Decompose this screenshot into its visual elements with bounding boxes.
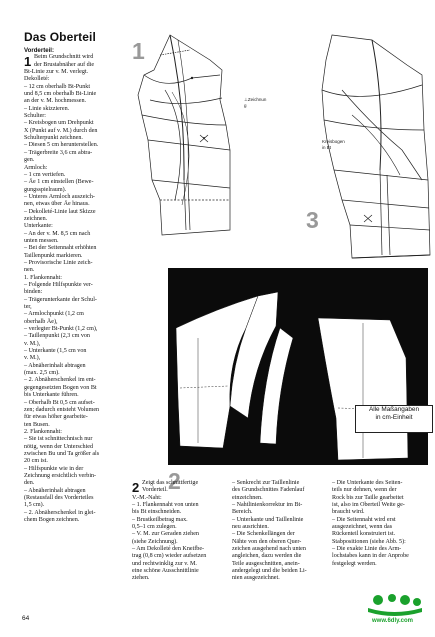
- text-line: trag (0,8 cm) wieder aufsetzen: [132, 553, 207, 560]
- text-line: Zeichnung ersichtlich verbin-: [24, 472, 97, 479]
- text-line: zen; dadurch entsteht Volumen: [24, 406, 100, 413]
- text-line: Rock bis zur Taille gearbeitet: [332, 494, 404, 501]
- text-line: – 2. Abnäherschenkel im ent-: [24, 377, 96, 384]
- text-line: der Brustabnäher auf die: [34, 61, 95, 68]
- text-line: – Bei der Seitennaht erhöhten: [24, 245, 97, 252]
- text-line: – Die exakte Linie des Arm-: [332, 546, 402, 553]
- text-line: – 12 cm oberhalb Bt-Punkt: [24, 83, 91, 90]
- text-line: nien ausgezeichnet.: [232, 575, 280, 582]
- text-line: nen, etwas über Äe hinaus.: [24, 201, 90, 208]
- text-line: braucht wird.: [332, 509, 365, 516]
- figure-1-annotation-2: g: [244, 103, 247, 108]
- text-line: Armloch:: [24, 164, 48, 171]
- text-line: ten Busen.: [24, 421, 50, 428]
- text-line: 0,5–1 cm zulegen.: [132, 524, 177, 531]
- text-line: 20 cm ist.: [24, 458, 48, 465]
- text-line: – Die Schenkellängen der: [232, 531, 295, 538]
- text-line: (Restausfall des Vorderteiles: [24, 494, 94, 501]
- text-line: (max. 2,5 cm).: [24, 370, 60, 377]
- text-line: – Am Dekolleté den Kneifbe-: [132, 546, 205, 553]
- text-line: – Senkrecht zur Taillenlinie: [232, 480, 300, 486]
- text-line: – 1. Flankennaht von unten: [132, 502, 199, 509]
- text-line: zeichnen.: [24, 215, 48, 222]
- text-line: Bereich.: [232, 509, 253, 516]
- info-box: [355, 405, 433, 433]
- text-line: gen.: [24, 157, 35, 164]
- text-line: – 1 cm vertiefen.: [24, 171, 66, 178]
- left-column-lines: [24, 54, 124, 524]
- text-line: – Abnäherinhalt abtragen: [24, 487, 86, 494]
- figure-label-3: 3: [306, 207, 319, 233]
- text-line: Teile ausgeschnitten, anein-: [232, 560, 300, 567]
- text-line: lochstabes kann in der Anprobe: [332, 553, 409, 560]
- text-line: V.-M.-Naht:: [132, 494, 162, 501]
- text-line: Stabpositionen (siehe Abb. 5):: [332, 538, 406, 545]
- bottom-column-3-lines: [332, 480, 428, 568]
- text-line: – Trägerbreite 3,6 cm abtra-: [24, 149, 93, 156]
- text-line: ausgezeichnet, wenn das: [332, 524, 393, 531]
- text-line: andergelegt und die beiden Li-: [232, 568, 307, 575]
- text-line: – V. M. zur Geraden ziehen: [132, 531, 199, 538]
- text-line: bis Unterkante führen.: [24, 392, 79, 399]
- text-line: Nähte von den oberen Quer-: [232, 538, 302, 545]
- text-line: X (Punkt auf v. M.) durch den: [24, 127, 98, 134]
- bottom-column-2-lines: [232, 480, 328, 583]
- text-line: – verlegter Bt-Punkt (1,2 cm),: [24, 326, 98, 333]
- text-line: Schulterpunkt zeichnen.: [24, 135, 83, 142]
- text-line: – Nahtlinienkorrektur im Bt-: [232, 502, 303, 509]
- text-line: Taillenpunkt markieren.: [24, 252, 83, 259]
- text-line: v. M.),: [24, 340, 41, 347]
- text-line: (siehe Zeichnung).: [132, 538, 178, 545]
- text-line: neu ausrichten.: [232, 524, 269, 531]
- text-line: an der v. M. hochmessen.: [24, 98, 87, 105]
- text-line: Beim Grundschnitt wird: [34, 54, 94, 61]
- bottom-column-1-lines: [132, 480, 227, 583]
- text-line: – Armlochpunkt (1,2 cm: [24, 311, 84, 318]
- info-box-line-2: in cm-Einheit: [375, 414, 413, 421]
- text-line: angleichen, dazu werden die: [232, 553, 302, 560]
- text-line: – Trägerunterkante der Schul-: [24, 296, 97, 303]
- text-line: v. M.),: [24, 355, 41, 362]
- text-line: – Unterkante und Taillenlinie: [232, 516, 304, 523]
- text-line: 1. Flankennaht:: [24, 274, 62, 281]
- text-line: eine schöne Ausschnittlinie: [132, 568, 199, 575]
- figure-label-1: 1: [132, 38, 145, 64]
- text-line: und rechtwinklig zur v. M.: [132, 560, 197, 567]
- text-line: Bt-Linie zur v. M. verlegt.: [24, 69, 89, 76]
- text-line: unten messen.: [24, 237, 59, 244]
- figure-1-pattern-draft: [130, 30, 240, 245]
- text-line: ziehen.: [132, 575, 150, 582]
- text-line: und 8,5 cm oberhalb Bt-Linie: [24, 91, 97, 98]
- bottom-column-1: [132, 480, 227, 583]
- text-line: zeichen ausgehend nach unten: [232, 546, 306, 553]
- text-line: – 2. Abnäherschenkel in glei-: [24, 509, 96, 516]
- text-line: Vorderteil.: [142, 487, 168, 494]
- text-line: – Unteres Armloch auszeich-: [24, 193, 95, 200]
- text-line: Unterkante:: [24, 223, 53, 230]
- text-line: den.: [24, 480, 35, 487]
- text-line: – Hilfspunkte wie in der: [24, 465, 84, 472]
- figure-1-annotation: ⊥Zeichnun: [244, 97, 267, 102]
- bottom-column-2: [232, 480, 328, 583]
- text-line: festgelegt werden.: [332, 560, 377, 567]
- text-line: – Dekolleté-Linie laut Skizze: [24, 208, 96, 215]
- text-line: ist, also im Oberteil Weite ge-: [332, 502, 405, 509]
- text-line: gungsspielraum).: [24, 186, 67, 193]
- text-line: nötig, wenn der Unterschied: [24, 443, 94, 450]
- text-line: Schulter:: [24, 113, 47, 120]
- text-line: nen.: [24, 267, 35, 274]
- text-line: teils nur dehnen, wenn der: [332, 487, 397, 494]
- bottom-column-3: [332, 480, 428, 568]
- text-line: ter,: [24, 304, 32, 311]
- figure-3-annotation: Kreisbogen: [322, 139, 345, 144]
- text-line: gegengesetzten Bogen von Bt: [24, 384, 97, 391]
- page-number: 64: [22, 615, 30, 622]
- text-line: Dekolleté:: [24, 76, 50, 83]
- figure-3-annotation-2: in Bt: [322, 145, 332, 150]
- text-line: oberhalb Äe),: [24, 318, 58, 325]
- text-line: – Provisorische Linie zeich-: [24, 259, 93, 266]
- text-line: des Grundschnittes Fadenlauf: [232, 487, 305, 494]
- left-column: [24, 47, 124, 524]
- text-line: binden:: [24, 289, 43, 296]
- watermark-text: www.6dly.com: [372, 618, 414, 624]
- text-line: – An der v. M. 8,5 cm nach: [24, 230, 91, 237]
- text-line: für etwas höher gearbeite-: [24, 414, 88, 421]
- step-number-2: 2: [132, 480, 140, 495]
- text-line: – Oberhalb Bt 0,5 cm aufset-: [24, 399, 95, 406]
- text-line: Zeigt das schnittfertige: [142, 480, 199, 486]
- text-line: – Brustkeilbetrag max.: [132, 516, 188, 523]
- text-line: bis Bt einschneiden.: [132, 509, 182, 516]
- text-line: – Diesen 5 cm herunterstellen.: [24, 142, 99, 149]
- text-line: – Folgende Hilfspunkte ver-: [24, 282, 93, 288]
- text-line: – Kreisbogen um Drehpunkt: [24, 120, 94, 127]
- text-line: zwischen Bu und Ta größer als: [24, 450, 100, 457]
- info-box-line-1: Alle Maßangaben: [368, 406, 420, 413]
- text-line: – Unterkante (1,5 cm von: [24, 348, 87, 355]
- text-line: – Äe 1 cm einstellen (Bewe-: [24, 179, 94, 186]
- page-title: Das Oberteil: [24, 30, 96, 44]
- section-heading: Vorderteil:: [24, 47, 55, 54]
- text-line: – Abnäherinhalt abtragen: [24, 362, 86, 369]
- text-line: – Linie skizzieren.: [24, 105, 70, 112]
- text-line: 1,5 cm).: [24, 502, 45, 509]
- text-line: 2. Flankennaht:: [24, 428, 62, 435]
- text-line: Rückenteil konstruiert ist.: [332, 531, 396, 538]
- text-line: einzeichnen.: [232, 494, 263, 501]
- text-line: – Taillenpunkt (2,3 cm von: [24, 333, 90, 340]
- text-line: – Die Unterkante des Seiten-: [332, 480, 403, 486]
- step-number: 1: [24, 54, 32, 69]
- text-line: – Sie ist schnittechnisch nur: [24, 436, 93, 443]
- text-line: – Die Seitennaht wird erst: [332, 516, 396, 523]
- figure-label-2: 2: [168, 468, 181, 494]
- figure-2-cut-pieces: [168, 268, 428, 465]
- text-line: chem Bogen zeichnen.: [24, 517, 80, 523]
